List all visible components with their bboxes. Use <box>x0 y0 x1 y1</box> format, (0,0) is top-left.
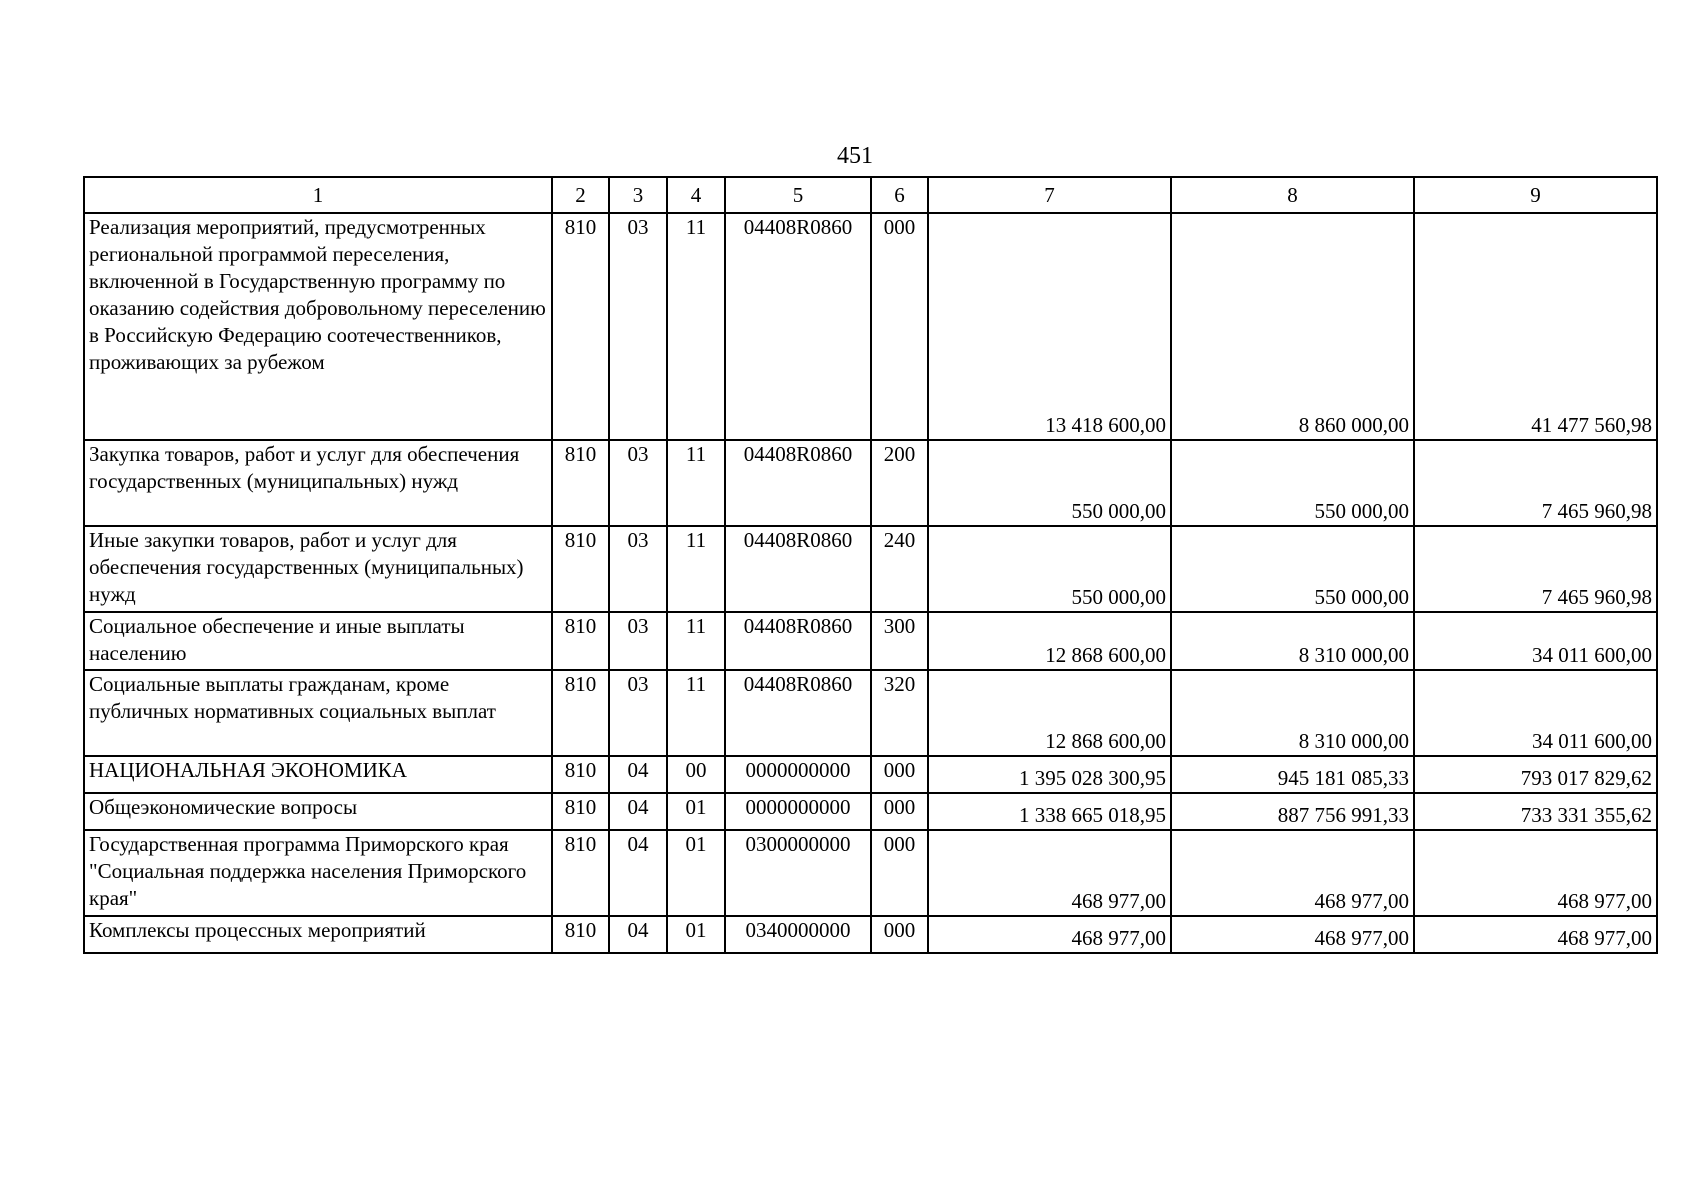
page-number: 451 <box>837 143 873 169</box>
row-name: Государственная программа Приморского края "Социальная поддержка населения Приморского края" <box>84 830 552 916</box>
amount-cell: 550 000,00 <box>1171 526 1414 612</box>
table-row <box>84 756 1657 793</box>
row-name: Социальные выплаты гражданам, кроме публичных нормативных социальных выплат <box>84 670 552 756</box>
amount-cell: 8 860 000,00 <box>1171 213 1414 440</box>
amount-cell: 12 868 600,00 <box>928 612 1171 670</box>
column-header: 8 <box>1171 177 1414 213</box>
budget-table <box>83 176 1658 954</box>
row-name: Комплексы процессных мероприятий <box>84 916 552 953</box>
amount-cell: 468 977,00 <box>1171 916 1414 953</box>
code-cell: 11 <box>667 670 725 756</box>
row-name: Иные закупки товаров, работ и услуг для обеспечения государственных (муниципальных) нужд <box>84 526 552 612</box>
code-cell: 01 <box>667 916 725 953</box>
code-cell: 0000000000 <box>725 793 871 830</box>
amount-cell: 945 181 085,33 <box>1171 756 1414 793</box>
code-cell: 000 <box>871 830 928 916</box>
table-row <box>84 830 1657 916</box>
code-cell: 01 <box>667 793 725 830</box>
table-row <box>84 793 1657 830</box>
amount-cell: 8 310 000,00 <box>1171 612 1414 670</box>
code-cell: 000 <box>871 793 928 830</box>
amount-cell: 468 977,00 <box>1414 830 1657 916</box>
amount-cell: 7 465 960,98 <box>1414 526 1657 612</box>
code-cell: 000 <box>871 756 928 793</box>
amount-cell: 468 977,00 <box>928 830 1171 916</box>
column-header: 7 <box>928 177 1171 213</box>
code-cell: 810 <box>552 526 609 612</box>
code-cell: 04408R0860 <box>725 526 871 612</box>
code-cell: 300 <box>871 612 928 670</box>
amount-cell: 1 338 665 018,95 <box>928 793 1171 830</box>
amount-cell: 550 000,00 <box>928 526 1171 612</box>
column-header: 1 <box>84 177 552 213</box>
code-cell: 11 <box>667 440 725 526</box>
row-name: НАЦИОНАЛЬНАЯ ЭКОНОМИКА <box>84 756 552 793</box>
code-cell: 0300000000 <box>725 830 871 916</box>
amount-cell: 8 310 000,00 <box>1171 670 1414 756</box>
code-cell: 000 <box>871 916 928 953</box>
amount-cell: 468 977,00 <box>928 916 1171 953</box>
code-cell: 0000000000 <box>725 756 871 793</box>
column-header: 5 <box>725 177 871 213</box>
table-row <box>84 213 1657 440</box>
column-header: 3 <box>609 177 667 213</box>
amount-cell: 793 017 829,62 <box>1414 756 1657 793</box>
table-row <box>84 916 1657 953</box>
code-cell: 01 <box>667 830 725 916</box>
table-row <box>84 612 1657 670</box>
code-cell: 03 <box>609 526 667 612</box>
column-header: 4 <box>667 177 725 213</box>
code-cell: 00 <box>667 756 725 793</box>
amount-cell: 13 418 600,00 <box>928 213 1171 440</box>
code-cell: 04 <box>609 830 667 916</box>
code-cell: 03 <box>609 612 667 670</box>
amount-cell: 550 000,00 <box>1171 440 1414 526</box>
table-row <box>84 670 1657 756</box>
code-cell: 810 <box>552 793 609 830</box>
column-header: 2 <box>552 177 609 213</box>
amount-cell: 550 000,00 <box>928 440 1171 526</box>
amount-cell: 34 011 600,00 <box>1414 670 1657 756</box>
code-cell: 04 <box>609 916 667 953</box>
row-name: Социальное обеспечение и иные выплаты населению <box>84 612 552 670</box>
row-name: Реализация мероприятий, предусмотренных региональной программой переселения, включенной в Государственную программу по оказанию содействия добровольному переселению в Российскую Федерацию соотечественников, проживающих за рубежом <box>84 213 552 440</box>
code-cell: 03 <box>609 213 667 440</box>
amount-cell: 12 868 600,00 <box>928 670 1171 756</box>
amount-cell: 1 395 028 300,95 <box>928 756 1171 793</box>
code-cell: 03 <box>609 670 667 756</box>
code-cell: 000 <box>871 213 928 440</box>
code-cell: 810 <box>552 830 609 916</box>
code-cell: 240 <box>871 526 928 612</box>
table-row <box>84 526 1657 612</box>
amount-cell: 41 477 560,98 <box>1414 213 1657 440</box>
code-cell: 320 <box>871 670 928 756</box>
code-cell: 810 <box>552 756 609 793</box>
amount-cell: 468 977,00 <box>1414 916 1657 953</box>
code-cell: 04408R0860 <box>725 670 871 756</box>
code-cell: 04 <box>609 793 667 830</box>
code-cell: 200 <box>871 440 928 526</box>
code-cell: 0340000000 <box>725 916 871 953</box>
amount-cell: 34 011 600,00 <box>1414 612 1657 670</box>
code-cell: 11 <box>667 213 725 440</box>
code-cell: 03 <box>609 440 667 526</box>
code-cell: 810 <box>552 213 609 440</box>
code-cell: 04408R0860 <box>725 440 871 526</box>
row-name: Закупка товаров, работ и услуг для обеспечения государственных (муниципальных) нужд <box>84 440 552 526</box>
header-row <box>84 177 1657 213</box>
code-cell: 11 <box>667 612 725 670</box>
code-cell: 810 <box>552 916 609 953</box>
row-name: Общеэкономические вопросы <box>84 793 552 830</box>
code-cell: 810 <box>552 440 609 526</box>
column-header: 9 <box>1414 177 1657 213</box>
code-cell: 04408R0860 <box>725 213 871 440</box>
code-cell: 04 <box>609 756 667 793</box>
amount-cell: 7 465 960,98 <box>1414 440 1657 526</box>
amount-cell: 887 756 991,33 <box>1171 793 1414 830</box>
table-row <box>84 440 1657 526</box>
code-cell: 810 <box>552 612 609 670</box>
column-header: 6 <box>871 177 928 213</box>
code-cell: 11 <box>667 526 725 612</box>
code-cell: 810 <box>552 670 609 756</box>
amount-cell: 468 977,00 <box>1171 830 1414 916</box>
code-cell: 04408R0860 <box>725 612 871 670</box>
amount-cell: 733 331 355,62 <box>1414 793 1657 830</box>
